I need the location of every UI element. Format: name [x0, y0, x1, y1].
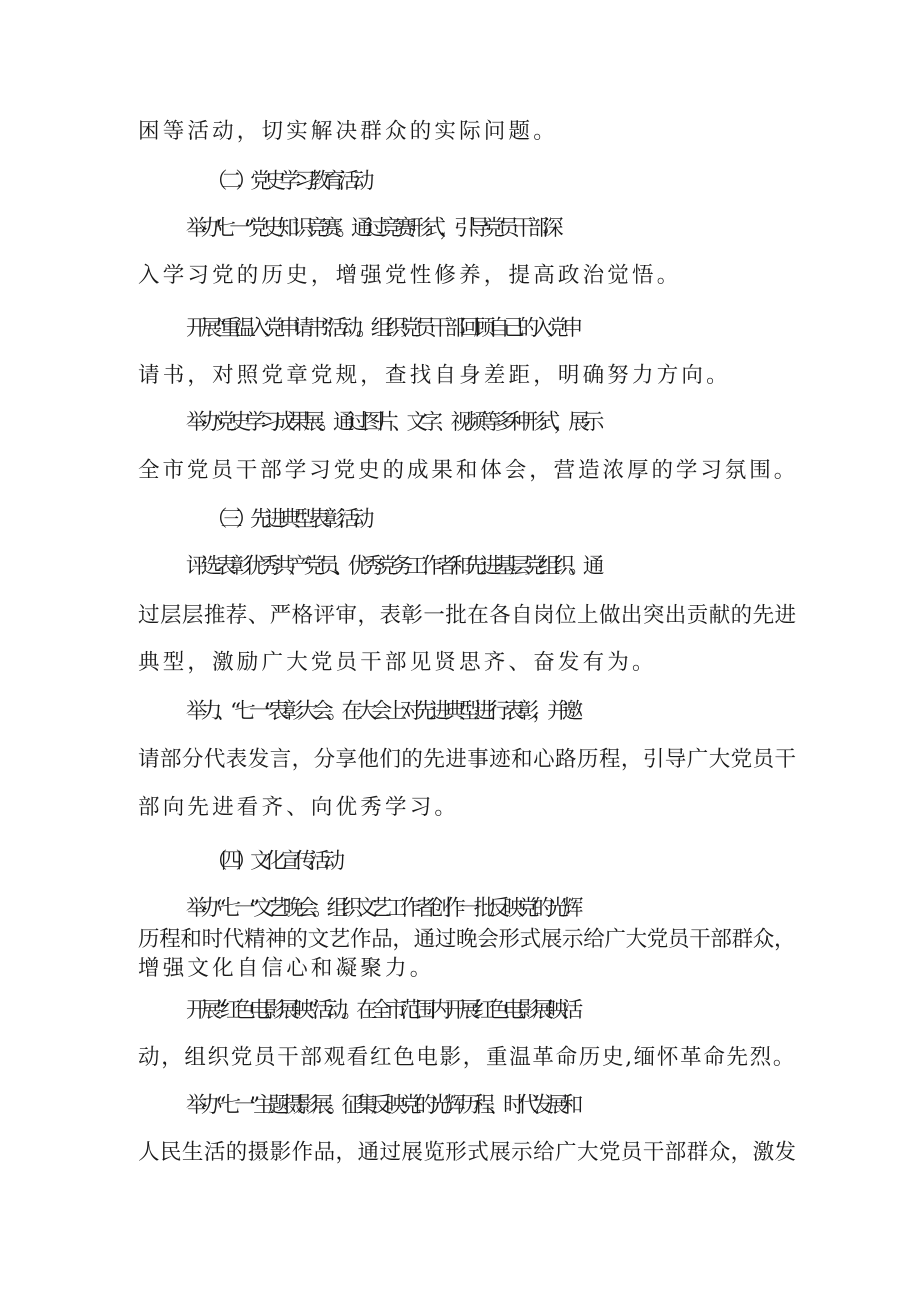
paragraph-line: 请书，对照党章党规，查找自身差距，明确努力方向。 — [138, 363, 731, 388]
paragraph-line: 举力、“七一”表彰大会。在大会上对先进典型进行表彰，并邀 — [186, 699, 577, 724]
paragraph-line: 举办‘'七一”党史知识竞赛。通过竞赛形式，引导党员干部深 — [186, 216, 557, 241]
paragraph-line: 部向先进看齐、向优秀学习。 — [138, 795, 460, 820]
section-heading: （四）文化宣传活动 — [206, 849, 339, 874]
paragraph-line: 开展“重温入党申请书”活动。组织党员干部回顾自己的入党申 — [186, 316, 577, 341]
paragraph-line: 举办“七一”主题摄影展。征集反映党的光辉历程、时代发展和 — [186, 1093, 577, 1118]
paragraph-line: 入学习党的历史，增强党性修养，提高政治觉悟。 — [138, 263, 682, 288]
paragraph-line: 请部分代表发言，分享他们的先进事迹和心路历程，引导广大党员干 — [138, 747, 797, 772]
paragraph-line: 举办“七一”文艺晚会。组织文艺工作者创作一批反映党的光辉 — [186, 896, 577, 921]
paragraph-line: 动，组织党员干部观看红色电影，重温革命历史,缅怀革命先烈。 — [138, 1045, 797, 1070]
section-heading: （二）党史学习教育活动 — [206, 169, 368, 194]
paragraph-line: 全市党员干部学习党史的成果和体会，营造浓厚的学习氛围。 — [138, 458, 799, 483]
paragraph-line: 增强文化自信心和凝聚力。 — [138, 956, 435, 981]
section-heading: （三）先进典型表彰活动 — [206, 507, 368, 532]
paragraph-line: 困等活动，切实解决群众的实际问题。 — [138, 119, 558, 144]
paragraph-line: 开展“红色电影展映”活动。在全市范围内开展红色电影展映活 — [186, 998, 577, 1023]
paragraph-line: 举办党史学习成果展。通过图片、文字、视频等多种形式，展示 — [186, 410, 598, 435]
paragraph-line: 典型，激励广大党员干部见贤思齐、奋发有为。 — [138, 650, 657, 675]
paragraph-line: 过层层推荐、严格评审，表彰一批在各自岗位上做出突出贡献的先进 — [138, 603, 797, 628]
paragraph-line: 历程和时代精神的文艺作品，通过晚会形式展示给广大党员干部群众， — [138, 927, 796, 952]
paragraph-line: 评选表彰优秀共产党员、优秀党务工作者和先进基层党组织。通 — [186, 554, 598, 579]
paragraph-line: 人民生活的摄影作品，通过展览形式展示给广大党员干部群众，激发 — [138, 1140, 797, 1165]
